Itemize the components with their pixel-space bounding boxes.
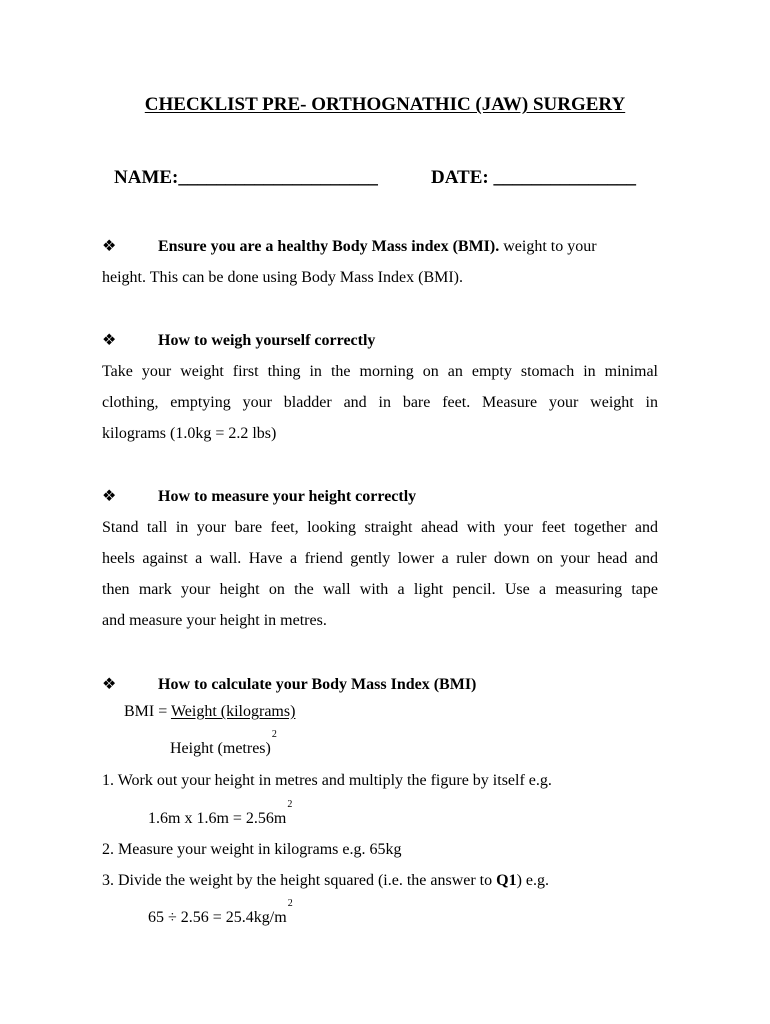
paragraph-line: Take your weight first thing in the morning on an empty stomach in minimal — [102, 363, 658, 380]
step-3-example-exponent: 2 — [287, 898, 293, 909]
bmi-denominator-exponent: 2 — [271, 729, 277, 740]
step-3-reference: Q1 — [496, 872, 517, 889]
bmi-numerator: Weight (kilograms) — [170, 703, 296, 720]
step-1-example-exponent: 2 — [287, 799, 293, 810]
step-3-example-text: 65 ÷ 2.56 = 25.4kg/m — [148, 909, 287, 926]
section-heading-text: How to weigh yourself correctly — [158, 332, 376, 349]
date-field-label: DATE: _______________ — [431, 167, 636, 188]
bmi-formula-prefix: BMI = — [124, 703, 171, 720]
paragraph-line: then mark your height on the wall with a light pencil. Use a measuring tape — [102, 581, 658, 598]
section-calculate-bmi — [102, 669, 658, 700]
section-heading-text: Ensure you are a healthy Body Mass index (BMI). — [158, 238, 500, 255]
section-heading-continuation: weight to your — [499, 238, 597, 255]
paragraph-line: heels against a wall. Have a friend gently lower a ruler down on your head and — [102, 550, 658, 567]
section-heading — [102, 481, 658, 512]
step-1-example-text: 1.6m x 1.6m = 2.56m — [148, 810, 287, 827]
paragraph-line: Stand tall in your bare feet, looking straight ahead with your feet together and — [102, 519, 658, 536]
step-1-example — [148, 799, 293, 828]
section-heading-text: How to measure your height correctly — [158, 488, 417, 505]
section-heading — [102, 669, 658, 700]
paragraph-line: height. This can be done using Body Mass Index (BMI). — [102, 269, 463, 286]
bmi-denominator-text: Height (metres) — [170, 740, 271, 757]
step-3-suffix: ) e.g. — [516, 872, 550, 889]
section-paragraph — [102, 512, 658, 636]
diamond-bullet-icon: ❖ — [102, 488, 117, 505]
section-weigh-yourself — [102, 325, 658, 449]
section-measure-height — [102, 481, 658, 636]
step-3 — [102, 872, 549, 890]
bmi-formula-numerator — [124, 703, 295, 721]
paragraph-line: and measure your height in metres. — [102, 612, 327, 629]
section-heading — [102, 231, 658, 262]
paragraph-line: kilograms (1.0kg = 2.2 lbs) — [102, 425, 277, 442]
diamond-bullet-icon: ❖ — [102, 676, 117, 693]
step-2: 2. Measure your weight in kilograms e.g. 65kg — [102, 841, 402, 858]
diamond-bullet-icon: ❖ — [102, 332, 117, 349]
step-3-prefix: 3. Divide the weight by the height squared (i.e. the answer to — [102, 872, 497, 889]
section-paragraph — [102, 262, 658, 293]
section-heading-text: How to calculate your Body Mass Index (BMI) — [158, 676, 477, 693]
section-bmi-intro — [102, 231, 658, 293]
name-field-label: NAME:_____________________ — [114, 167, 378, 188]
diamond-bullet-icon: ❖ — [102, 238, 117, 255]
paragraph-line: clothing, emptying your bladder and in bare feet. Measure your weight in — [102, 394, 658, 411]
bmi-formula-denominator — [170, 729, 277, 758]
section-heading — [102, 325, 658, 356]
step-1: 1. Work out your height in metres and multiply the figure by itself e.g. — [102, 772, 552, 789]
page-title: CHECKLIST PRE- ORTHOGNATHIC (JAW) SURGERY — [144, 94, 626, 115]
section-paragraph — [102, 356, 658, 449]
step-3-example — [148, 898, 293, 927]
